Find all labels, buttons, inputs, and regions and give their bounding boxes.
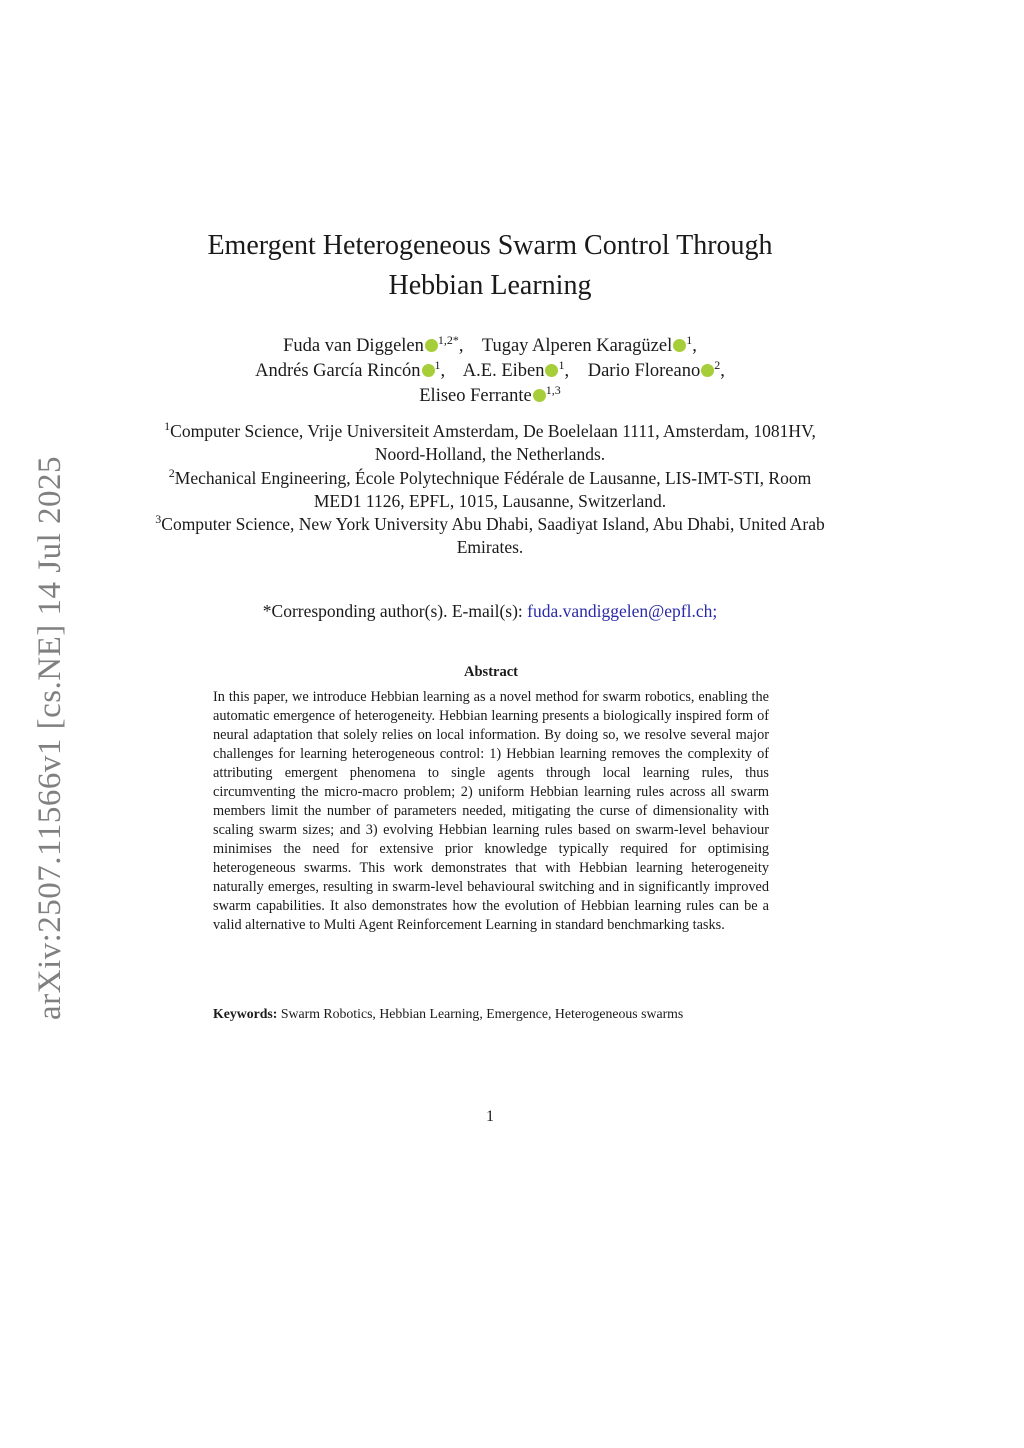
affiliation-text: Computer Science, Vrije Universiteit Amsterdam, De Boelelaan 1111, Amsterdam, 1081HV, Noord-Holland, the Netherlands. — [170, 421, 816, 465]
author-name: A.E. Eiben — [462, 361, 545, 381]
affiliation-number: 3 — [155, 512, 162, 527]
arxiv-identifier-stamp: arXiv:2507.11566v1 [cs.NE] 14 Jul 2025 — [32, 455, 68, 1020]
author-name: Fuda van Diggelen — [283, 336, 424, 356]
author-name: Tugay Alperen Karagüzel — [481, 336, 673, 356]
abstract-heading: Abstract — [464, 664, 518, 680]
keywords-text: Swarm Robotics, Hebbian Learning, Emergence, Heterogeneous swarms — [280, 1006, 684, 1021]
author — [283, 332, 459, 356]
author-affiliation-mark: 2 — [714, 357, 721, 372]
affiliation — [150, 420, 830, 467]
affiliation-text: Computer Science, New York University Abu Dhabi, Saadiyat Island, Abu Dhabi, United Arab Emirates. — [161, 514, 825, 558]
author-name: Andrés García Rincón — [255, 361, 421, 381]
author-affiliation-mark: 1 — [558, 357, 565, 372]
paper-title: Emergent Heterogeneous Swarm Control Through Hebbian Learning — [207, 230, 773, 301]
corresponding-author — [150, 601, 830, 622]
author-list: Fuda van Diggelen $^{1,2*}$, Tugay Alperen Karagüzel $^1$, Andrés García Rincón $^1$, A.E. Eiben $^1$, Dario Floreano $^2$, Eliseo Ferrante $^{1,3}$ — [255, 332, 725, 406]
author-name: Eliseo Ferrante — [419, 386, 532, 406]
author — [481, 332, 693, 356]
author — [462, 357, 565, 381]
affiliation — [150, 513, 830, 560]
orcid-icon[interactable] — [422, 364, 435, 377]
orcid-icon[interactable] — [545, 364, 558, 377]
affiliation-list — [150, 420, 830, 560]
author — [587, 357, 721, 381]
affiliation-number: 1 — [164, 419, 171, 434]
orcid-icon[interactable] — [673, 339, 686, 352]
author — [255, 357, 441, 381]
affiliation-number: 2 — [168, 465, 175, 480]
author-affiliation-mark: 1,3 — [545, 382, 561, 397]
keywords-label: Keywords: — [213, 1006, 278, 1021]
affiliation — [150, 467, 830, 514]
orcid-icon[interactable] — [533, 389, 546, 402]
affiliation-text: Mechanical Engineering, École Polytechnique Fédérale de Lausanne, LIS-IMT-STI, Room MED1 1126, EPFL, 1015, Lausanne, Switzerland. — [174, 467, 812, 511]
corresponding-label: *Corresponding author(s). E-mail(s): — [262, 601, 523, 621]
author — [419, 382, 561, 406]
author-name: Dario Floreano — [587, 361, 701, 381]
author-affiliation-mark: 1 — [686, 332, 693, 347]
email-link[interactable]: fuda.vandiggelen@epfl.ch; — [527, 601, 718, 621]
author-affiliation-mark: 1,2* — [437, 332, 459, 347]
orcid-icon[interactable] — [701, 364, 714, 377]
orcid-icon[interactable] — [425, 339, 438, 352]
author-affiliation-mark: 1 — [434, 357, 441, 372]
page-number: 1 — [486, 1108, 494, 1125]
abstract-text: In this paper, we introduce Hebbian learning as a novel method for swarm robotics, enabling the automatic emergence of heterogeneity. Hebbian learning presents a biologically inspired form of neural adaptation that solely relies on local information. By doing so, we resolve several major challenges for learning heterogeneous control: 1) Hebbian learning removes the complexity of attributing emergent phenomena to single agents through local learning rules, thus circumventing the micro-macro problem; 2) uniform Hebbian learning rules across all swarm members limit the number of parameters needed, mitigating the curse of dimensionality with scaling swarm sizes; and 3) evolving Hebbian learning rules based on swarm-level behaviour minimises the need for extensive prior knowledge typically required for optimising heterogeneous swarms. This work demonstrates that with Hebbian learning heterogeneity naturally emerges, resulting in swarm-level behavioural switching and in significantly improved swarm capabilities. It also demonstrates how the evolution of Hebbian learning rules can be a valid alternative to Multi Agent Reinforcement Learning in standard benchmarking tasks. — [213, 689, 769, 933]
keywords — [213, 1006, 813, 1022]
